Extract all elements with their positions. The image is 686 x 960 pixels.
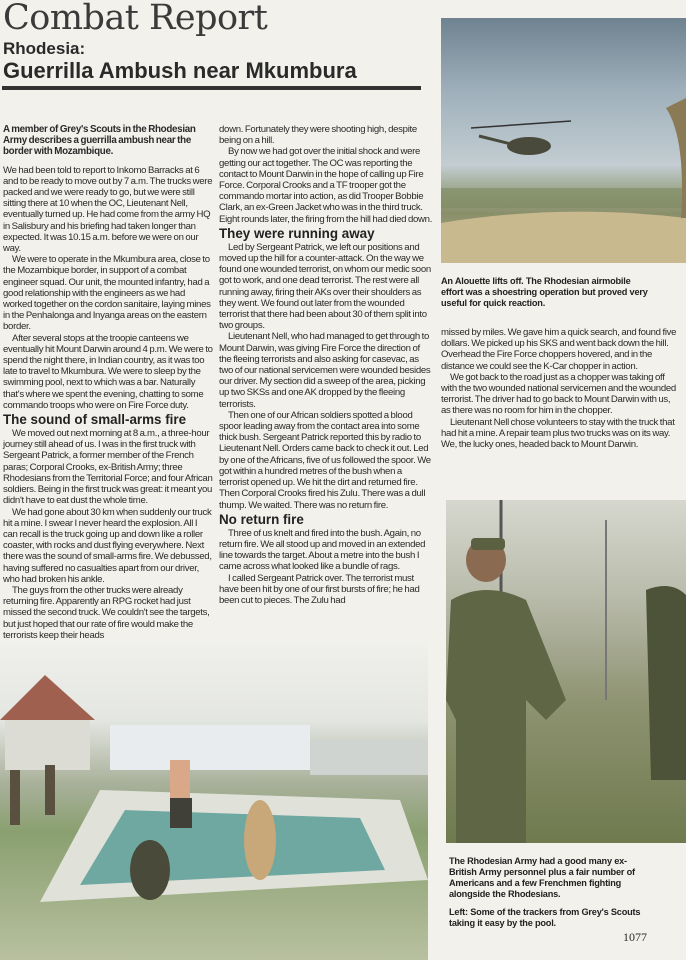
section-kicker: Combat Report <box>3 0 268 38</box>
photo-soldier <box>446 500 686 843</box>
helicopter-illustration <box>441 18 686 263</box>
caption-pool: Left: Some of the trackers from Grey's Scouts taking it easy by the pool. <box>449 907 641 928</box>
article-intro: A member of Grey's Scouts in the Rhodesian Army describes a guerrilla ambush near the border with Mozambique. <box>3 124 196 158</box>
pool-scene-illustration <box>0 640 428 960</box>
article-subtitle: Rhodesia: <box>3 39 86 58</box>
paragraph: down. Fortunately they were shooting high, despite being on a hill. <box>219 124 417 147</box>
paragraph: Led by Sergeant Patrick, we left our positions and moved up the hill for a counter-attack. On the way we found one wounded terrorist, on whom our medic soon got to work, and one dead terrorist. The rest were all running away, firing their AKs over their shoulders as they went. We found out later from the wounded terrorist that there had been about 30 of them split into two groups. <box>219 241 431 332</box>
paragraph: Lieutenant Nell, who had managed to get through to Mount Darwin, was giving Fire Force the direction of the fleeing terrorists and also asking for casevac, as two of our national servicemen were wounded besides our driver. My section did a sweep of the area, picking up two SKSs and one AK dropped by the fleeing terrorists. <box>219 331 431 410</box>
paragraph: We had gone about 30 km when suddenly our truck hit a mine. I swear I never heard the explosion. All I can recall is the truck going up and down like a roller coaster, with rocks and dust flying everywhere. Next there was the sound of small-arms fire. We debussed, having suffered no casualties apart from our driver, who had broken his ankle. <box>3 506 212 585</box>
paragraph: We moved out next morning at 8 a.m., a three-hour journey still ahead of us. I was in the first truck with Sergeant Patrick, a former member of the French paras; Corporal Crooks, ex-British Army; three Rhodesians from the Territorial Force; and four African soldiers. Being in the first truck was great: it meant you didn't have to eat dust the whole time. <box>3 428 213 507</box>
section-heading: They were running away <box>219 225 375 241</box>
article-title: Guerrilla Ambush near Mkumbura <box>3 58 357 83</box>
paragraph: We had been told to report to Inkomo Barracks at 6 and to be ready to move out by 7 a.m. The trucks were packed and we were ready to go, but we were still sitting there at 10 when the OC, Lieutenant Nell, eventually turned up. He had come from the army HQ in Salisbury and his briefing had taken longer than expected. It was 10.15 a.m. before we were on our way. <box>3 164 213 255</box>
paragraph: After several stops at the troopie canteens we eventually hit Mount Darwin around 4 p.m. We were to spend the night there, in Indian country, as it was too late to travel to Mkumbura. We were to sleep by the swimming pool, next to which was a bar. Naturally that's where we spent the evening, chatting to some commando troops who were on Fire Force duty. <box>3 332 213 411</box>
paragraph: missed by miles. We gave him a quick search, and found five dollars. We picked up his SKS and went back down the hill. Overhead the Fire Force choppers hovered, and in the distance we could see the K-Car chopper in action. <box>441 327 677 372</box>
photo-pool <box>0 640 428 960</box>
photo-alouette-helicopter <box>441 18 686 263</box>
page-number: 1077 <box>623 930 647 944</box>
paragraph: By now we had got over the initial shock and were getting our act together. The OC was reporting the contact to Mount Darwin in the hope of calling up Fire Force. Corporal Crooks and a TF trooper got the commando mortar into action, as did Trooper Bobbie Clark, an ex-Green Jacket who was in the third truck. Eight rounds later, the firing from the hill had died down. <box>219 146 433 225</box>
paragraph: We got back to the road just as a chopper was taking off with the two wounded national servicemen and the wounded terrorist. The driver had to go back to Mount Darwin with us, as there was no room for him in the chopper. <box>441 371 676 417</box>
column-1 <box>3 124 213 641</box>
caption-army-personnel: The Rhodesian Army had a good many ex-British Army personnel plus a fair number of Americans and a few Frenchmen fighting alongside the Rhodesians. <box>449 856 635 899</box>
section-heading: No return fire <box>219 511 304 527</box>
column-2 <box>219 124 433 606</box>
soldier-illustration <box>446 500 686 843</box>
paragraph: The guys from the other trucks were already returning fire. Apparently an RPG rocket had just missed the second truck. We couldn't see the targets, but just hoped that our rate of fire would make the terrorists keep their heads <box>3 584 210 641</box>
paragraph: Three of us knelt and fired into the bush. Again, no return fire. We all stood up and moved in an extended line towards the target. About a metre into the bush I came across what looked like a bundle of rags. <box>219 527 426 573</box>
column-3 <box>441 327 681 450</box>
paragraph: We were to operate in the Mkumbura area, close to the Mozambique border, in support of a combat engineer squad. Our unit, the mounted infantry, had a good relationship with the engineers as we had worked together on the cordon sanitaire, laying mines in the Penhalonga and Inyanga areas on the eastern border. <box>3 254 211 333</box>
section-heading: The sound of small-arms fire <box>3 412 187 428</box>
paragraph: Then one of our African soldiers spotted a blood spoor leading away from the contact area into some thick bush. Sergeant Patrick reported this by radio to Lieutenant Nell. Orders came back to check it out. Led by one of the Africans, five of us followed the spoor. We got within a hundred metres of the bush when a terrorist opened up. We hit the dirt and returned fire. Then Corporal Crooks fired his Zulu. There was a dull thump. We waited. There was no return fire. <box>219 409 431 511</box>
paragraph: I called Sergeant Patrick over. The terrorist must have been hit by one of our first bursts of fire; he had been cut to pieces. The Zulu had <box>219 572 420 606</box>
caption-alouette: An Alouette lifts off. The Rhodesian airmobile effort was a shoestring operation but proved very useful for quick reaction. <box>441 276 648 308</box>
title-rule <box>2 86 421 90</box>
paragraph: Lieutenant Nell chose volunteers to stay with the truck that had hit a mine. A repair team plus two trucks was on its way. We, the lucky ones, headed back to Mount Darwin. <box>441 416 675 451</box>
